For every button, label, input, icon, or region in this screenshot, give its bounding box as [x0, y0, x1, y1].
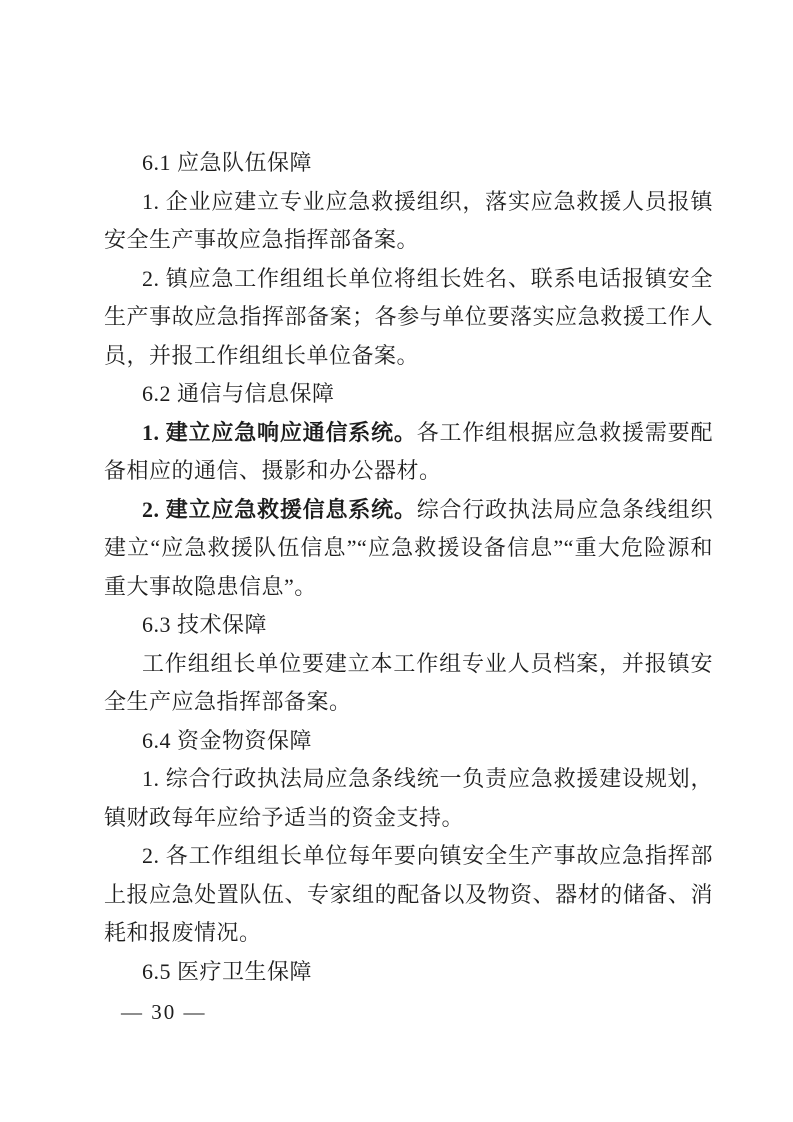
paragraph: 2. 各工作组组长单位每年要向镇安全生产事故应急指挥部上报应急处置队伍、专家组的配备以及物资、器材的储备、消耗和报废情况。	[104, 843, 713, 945]
paragraph-text: 各工作组根据应急救援需要配备相应的通信、摄影和办公器材。	[104, 419, 713, 483]
paragraph: 1. 综合行政执法局应急条线统一负责应急救援建设规划，镇财政每年应给予适当的资金支持。	[104, 766, 713, 830]
paragraph: 工作组组长单位要建立本工作组专业人员档案，并报镇安全生产应急指挥部备案。	[104, 650, 713, 714]
paragraph: 2. 镇应急工作组组长单位将组长姓名、联系电话报镇安全生产事故应急指挥部备案；各参与单位要落实应急救援工作人员，并报工作组组长单位备案。	[104, 265, 713, 368]
section-heading-6-4: 6.4 资金物资保障	[142, 727, 313, 753]
paragraph: 1. 企业应建立专业应急救援组织，落实应急救援人员报镇安全生产事故应急指挥部备案。	[104, 188, 713, 252]
section-heading-6-1: 6.1 应急队伍保障	[142, 150, 313, 175]
section-heading-6-3: 6.3 技术保障	[142, 612, 268, 637]
paragraph	[104, 414, 713, 491]
document-body	[104, 144, 713, 991]
page-number: — 30 —	[121, 1000, 207, 1024]
paragraph-bold-lead: 2. 建立应急救援信息系统。	[142, 496, 417, 522]
section-heading-6-5: 6.5 医疗卫生保障	[142, 958, 313, 984]
paragraph	[104, 491, 713, 607]
paragraph-text: 综合行政执法局应急条线组织建立“应急救援队伍信息”“应急救援设备信息”“重大危险源和重大事故隐患信息”。	[104, 496, 713, 599]
paragraph-bold-lead: 1. 建立应急响应通信系统。	[142, 419, 417, 445]
section-heading-6-2: 6.2 通信与信息保障	[142, 381, 335, 406]
